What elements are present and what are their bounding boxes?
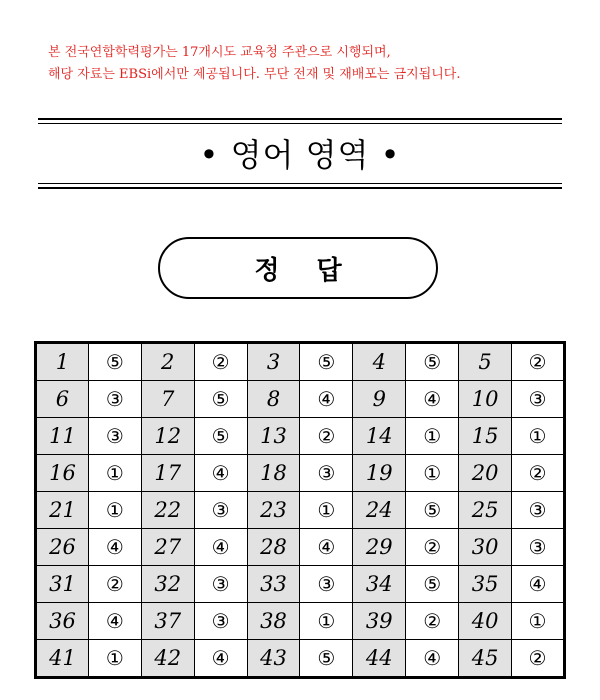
question-number: 25	[459, 492, 512, 529]
answer-row	[36, 640, 565, 678]
question-number: 7	[141, 381, 194, 418]
answer-choice: ③	[512, 492, 565, 529]
question-number: 18	[247, 455, 300, 492]
question-number: 32	[141, 566, 194, 603]
answer-choice: ⑤	[406, 566, 459, 603]
answer-choice: ⑤	[88, 343, 141, 381]
title-rule-bottom-thick	[38, 187, 562, 189]
question-number: 10	[459, 381, 512, 418]
question-number: 38	[247, 603, 300, 640]
question-number: 35	[459, 566, 512, 603]
answer-choice: ④	[194, 529, 247, 566]
answer-choice: ④	[406, 381, 459, 418]
answer-choice: ②	[406, 603, 459, 640]
question-number: 1	[36, 343, 89, 381]
answer-choice: ③	[300, 566, 353, 603]
question-number: 34	[353, 566, 406, 603]
answer-choice: ⑤	[300, 343, 353, 381]
question-number: 16	[36, 455, 89, 492]
answer-choice: ④	[512, 566, 565, 603]
question-number: 42	[141, 640, 194, 678]
question-number: 2	[141, 343, 194, 381]
question-number: 28	[247, 529, 300, 566]
answer-choice: ①	[300, 492, 353, 529]
question-number: 33	[247, 566, 300, 603]
question-number: 22	[141, 492, 194, 529]
answer-choice: ①	[300, 603, 353, 640]
answer-choice: ②	[194, 343, 247, 381]
answer-row	[36, 529, 565, 566]
question-number: 17	[141, 455, 194, 492]
copyright-notice	[48, 42, 588, 86]
answer-row	[36, 566, 565, 603]
question-number: 31	[36, 566, 89, 603]
answer-choice: ①	[406, 455, 459, 492]
answer-row	[36, 381, 565, 418]
answer-choice: ③	[512, 529, 565, 566]
question-number: 23	[247, 492, 300, 529]
answer-choice: ②	[512, 343, 565, 381]
answer-choice: ④	[406, 640, 459, 678]
notice-line-2: 해당 자료는 EBSi에서만 제공됩니다. 무단 전재 및 재배포는 금지됩니다.	[48, 67, 461, 82]
answer-table	[34, 341, 566, 679]
answer-choice: ②	[88, 566, 141, 603]
answer-choice: ①	[512, 603, 565, 640]
question-number: 13	[247, 418, 300, 455]
answer-choice: ⑤	[406, 343, 459, 381]
title-rule-bottom-thin	[38, 183, 562, 184]
answer-choice: ②	[300, 418, 353, 455]
answer-choice: ⑤	[406, 492, 459, 529]
answer-choice: ④	[88, 603, 141, 640]
answer-choice: ③	[512, 381, 565, 418]
question-number: 3	[247, 343, 300, 381]
answer-choice: ③	[300, 455, 353, 492]
question-number: 4	[353, 343, 406, 381]
title-rule-top-thin	[38, 123, 562, 124]
answer-choice: ②	[512, 455, 565, 492]
notice-line-1: 본 전국연합학력평가는 17개시도 교육청 주관으로 시행되며,	[48, 45, 391, 60]
question-number: 12	[141, 418, 194, 455]
answer-row	[36, 492, 565, 529]
title-rule-top-thick	[38, 118, 562, 120]
answer-choice: ③	[88, 381, 141, 418]
section-title: • 영어 영역 •	[199, 136, 401, 174]
answer-row	[36, 603, 565, 640]
answer-row	[36, 343, 565, 381]
answer-choice: ②	[512, 640, 565, 678]
answer-choice: ④	[300, 381, 353, 418]
answer-choice: ⑤	[194, 418, 247, 455]
answer-key-heading: 정 답	[158, 237, 438, 299]
answer-choice: ③	[194, 603, 247, 640]
question-number: 41	[36, 640, 89, 678]
answer-choice: ⑤	[194, 381, 247, 418]
question-number: 44	[353, 640, 406, 678]
question-number: 15	[459, 418, 512, 455]
question-number: 21	[36, 492, 89, 529]
question-number: 26	[36, 529, 89, 566]
question-number: 40	[459, 603, 512, 640]
answer-choice: ④	[300, 529, 353, 566]
answer-choice: ②	[406, 529, 459, 566]
question-number: 27	[141, 529, 194, 566]
answer-choice: ④	[88, 529, 141, 566]
question-number: 9	[353, 381, 406, 418]
question-number: 14	[353, 418, 406, 455]
answer-choice: ①	[512, 418, 565, 455]
question-number: 29	[353, 529, 406, 566]
question-number: 39	[353, 603, 406, 640]
question-number: 36	[36, 603, 89, 640]
answer-choice: ③	[88, 418, 141, 455]
question-number: 20	[459, 455, 512, 492]
question-number: 11	[36, 418, 89, 455]
question-number: 6	[36, 381, 89, 418]
question-number: 37	[141, 603, 194, 640]
answer-row	[36, 418, 565, 455]
question-number: 19	[353, 455, 406, 492]
answer-choice: ⑤	[300, 640, 353, 678]
answer-choice: ④	[194, 640, 247, 678]
answer-choice: ④	[194, 455, 247, 492]
answer-row	[36, 455, 565, 492]
answer-choice: ③	[194, 566, 247, 603]
answer-choice: ①	[406, 418, 459, 455]
answer-choice: ③	[194, 492, 247, 529]
question-number: 24	[353, 492, 406, 529]
question-number: 8	[247, 381, 300, 418]
question-number: 5	[459, 343, 512, 381]
question-number: 30	[459, 529, 512, 566]
answer-choice: ①	[88, 492, 141, 529]
question-number: 43	[247, 640, 300, 678]
answer-choice: ①	[88, 640, 141, 678]
question-number: 45	[459, 640, 512, 678]
answer-choice: ①	[88, 455, 141, 492]
